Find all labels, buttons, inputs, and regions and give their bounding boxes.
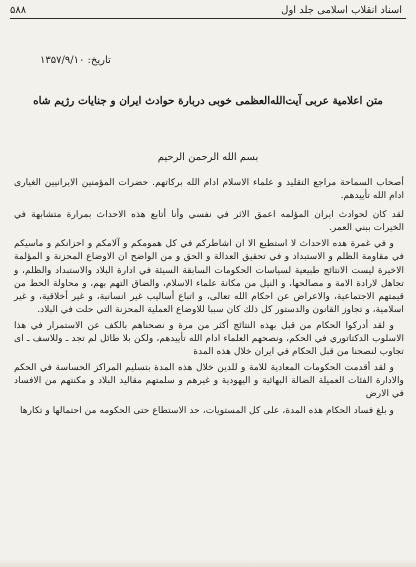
page-number: ۵۸۸ — [10, 5, 27, 16]
running-header — [10, 4, 406, 19]
page-edge-shadow — [0, 559, 416, 567]
paragraph: و في غمرة هده الاحداث لا استطيع الا ان اشاطركم في كل همومكم و آلامكم و احزانكم و ماسيكم في مقاومة الظلم و الاستبداد و في تحقيق العدالة و الحق و من الواضح ان الاوضاع المحزنة و المؤلمة الاخيرة ليست الانتائج طبيعية لسياسات الحكومات السابقة السيئة في ادارة البلاد والاستبداد والظلم، و تجاهل لارادة الامة و مصالحها، و النيل من مكانة علماء الاسلام، والضاق التهم بهم، و محاولة الحط من قيمتهم الاجتماعية، والاعراض عن احكام الله تعالى، و اتباع أساليب غير انسانية، و غير أخلاقية، و غير اسلامية، و تجاوز القانون والدستور كل ذلك كان سببا للاوضاع العملية المحزنة التي حلت في البلاد. — [14, 238, 404, 315]
document-date: تاریخ: ۱۳۵۷/۹/۱۰ — [40, 55, 111, 66]
paragraph: و بلغ فساد الحكام هذه المدة، على كل المستويات، حد الاستطاع حتى الحكومه من احتمالها و تكارها — [19, 404, 394, 416]
document-heading: متن اعلامیة عربی آیت‌الله‌العظمی خوبی دربارة حوادث ایران و جنایات رژیم شاه — [33, 95, 383, 107]
paragraph: و لقد أدركوا الحكام من قبل بهذه النتائج أكثر من مرة و نصحناهم بالكف عن الاستمرار في هذا الاسلوب الدكتاتوري في الحكم، ونصحهم العلماء ادام الله تأييدهم، ولكن بلا طائل لم تجد ـ وللاسف ـ اى تجاوب لنصحنا من قبل الحكام في ايران خلال هذه المدة — [14, 319, 404, 358]
document-body — [14, 176, 404, 420]
paragraph: لقد كان لحوادث ايران المؤلمه اعمق الاثر في نفسي وأنا أتابع هذه الاحداث بمرارة متشابهة في الخيرات ببني العمر. — [14, 209, 404, 234]
paragraph: و لقد أقدمت الحكومات المعادية للامة و للدين خلال هذه المدة بتسليم المراكز الحساسة في الحكم والادارة الفئات العميلة الضالة البهائية و اليهودية و غيرهم و سلمتهم مقاليد البلاد و مكنتهم من الافساد في الارض — [14, 362, 404, 400]
paragraph: أصحاب السماحة مراجع التقليد و علماء الاسلام ادام الله بركاتهم. حضرات المؤمنين الايرانيين الغيارى ادام الله تأييدهم. — [14, 177, 404, 202]
book-title: اسناد انقلاب اسلامی جلد اول — [281, 5, 402, 16]
bismillah: بسم الله الرحمن الرحيم — [157, 152, 259, 163]
